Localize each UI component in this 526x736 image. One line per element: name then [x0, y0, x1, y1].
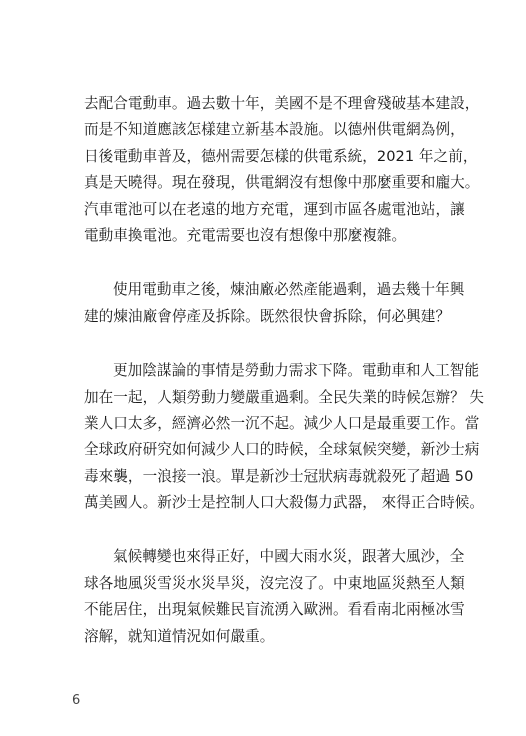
text-line: 真是天曉得。現在發現，供電網沒有想像中那麼重要和龐大。	[84, 174, 480, 192]
text-line: 溶解，就知道情況如何嚴重。	[84, 627, 275, 645]
paragraph-spacer	[84, 330, 474, 358]
text-line: 球各地風災雪災水災旱災，沒完沒了。中東地區災熱至人類	[84, 574, 465, 592]
text-line: 去配合電動車。過去數十年，美國不是不理會殘破基本建設，	[84, 95, 480, 112]
paragraph-1	[84, 91, 480, 249]
page-number: 6	[72, 693, 81, 708]
text-line: 毒來襲，一浪接一浪。單是新沙士冠狀病毒就殺死了超過 50	[84, 467, 474, 485]
text-line: 使用電動車之後，煉油廠必然產能過剩，過去幾十年興	[113, 281, 465, 299]
text-line: 業人口太多，經濟必然一沉不起。減少人口是最重要工作。當	[84, 414, 480, 432]
text-line: 而是不知道應該怎樣建立新基本設施。以德州供電網為例，	[84, 121, 465, 139]
text-line: 全球政府研究如何減少人口的時候，全球氣候突變，新沙士病	[84, 441, 480, 459]
paragraph-spacer	[84, 249, 474, 277]
text-line: 建的煉油廠會停產及拆除。既然很快會拆除，何必興建？	[84, 307, 451, 325]
paragraph-spacer	[84, 516, 474, 544]
paragraph-2	[84, 277, 474, 330]
text-line: 汽車電池可以在老遠的地方充電，運到市區各處電池站，讓	[84, 200, 465, 218]
text-line: 不能居住，出現氣候難民盲流湧入歐洲。看看南北兩極冰雪	[84, 601, 465, 619]
paragraph-3	[84, 358, 485, 516]
text-line: 萬美國人。新沙士是控制人口大殺傷力武器， 來得正合時候。	[84, 494, 485, 512]
body-text	[84, 91, 485, 650]
paragraph-4	[84, 544, 474, 650]
text-line: 日後電動車普及，德州需要怎樣的供電系統，2021 年之前，	[84, 147, 478, 165]
text-line: 氣候轉變也來得正好，中國大雨水災，跟著大風沙，全	[113, 548, 465, 566]
text-line: 電動車換電池。充電需要也沒有想像中那麼複雜。	[84, 226, 407, 244]
text-line: 更加陰謀論的事情是勞動力需求下降。電動車和人工智能	[113, 362, 480, 380]
text-line: 加在一起，人類勞動力變嚴重過剩。全民失業的時候怎辦？ 失	[84, 388, 485, 406]
